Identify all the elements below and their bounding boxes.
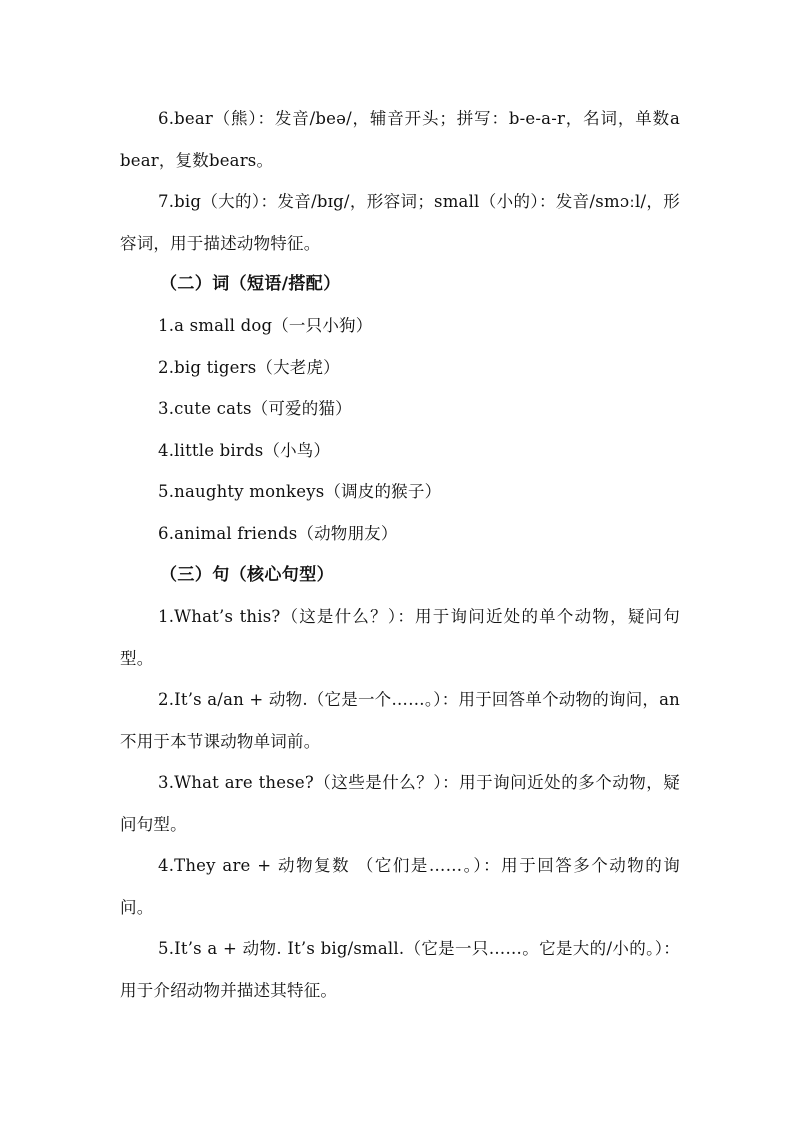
sentence-item: 1.What’s this?（这是什么？）：用于询问近处的单个动物，疑问句型。 — [120, 607, 680, 668]
phrase-item: 5.naughty monkeys（调皮的猴子） — [158, 482, 442, 501]
phrase-item: 2.big tigers（大老虎） — [158, 358, 340, 377]
sentence-item: 3.What are these?（这些是什么？）：用于询问近处的多个动物，疑问句型。 — [120, 773, 680, 834]
phrase-item: 6.animal friends（动物朋友） — [158, 524, 398, 543]
section-heading-phrases: （二）词（短语/搭配） — [160, 274, 341, 294]
section-heading-sentences: （三）句（核心句型） — [160, 565, 334, 585]
vocab-item-bear: 6.bear（熊）：发音/beə/，辅音开头；拼写：b-e-a-r，名词，单数a bear，复数bears。 — [120, 109, 680, 170]
sentence-item: 5.It’s a + 动物. It’s big/small.（它是一只……。它是大的/小的。）：用于介绍动物并描述其特征。 — [120, 939, 680, 1000]
vocab-item-big: 7.big（大的）：发音/bɪg/，形容词；small（小的）：发音/smɔːl/，形容词，用于描述动物特征。 — [120, 192, 680, 253]
sentence-item: 2.It’s a/an + 动物.（它是一个……。）：用于回答单个动物的询问，an不用于本节课动物单词前。 — [120, 690, 680, 751]
phrase-item: 3.cute cats（可爱的猫） — [158, 399, 352, 418]
phrase-item: 1.a small dog（一只小狗） — [158, 316, 373, 335]
phrase-item: 4.little birds（小鸟） — [158, 441, 331, 460]
sentence-item: 4.They are + 动物复数 （它们是……。）：用于回答多个动物的询问。 — [120, 856, 680, 917]
